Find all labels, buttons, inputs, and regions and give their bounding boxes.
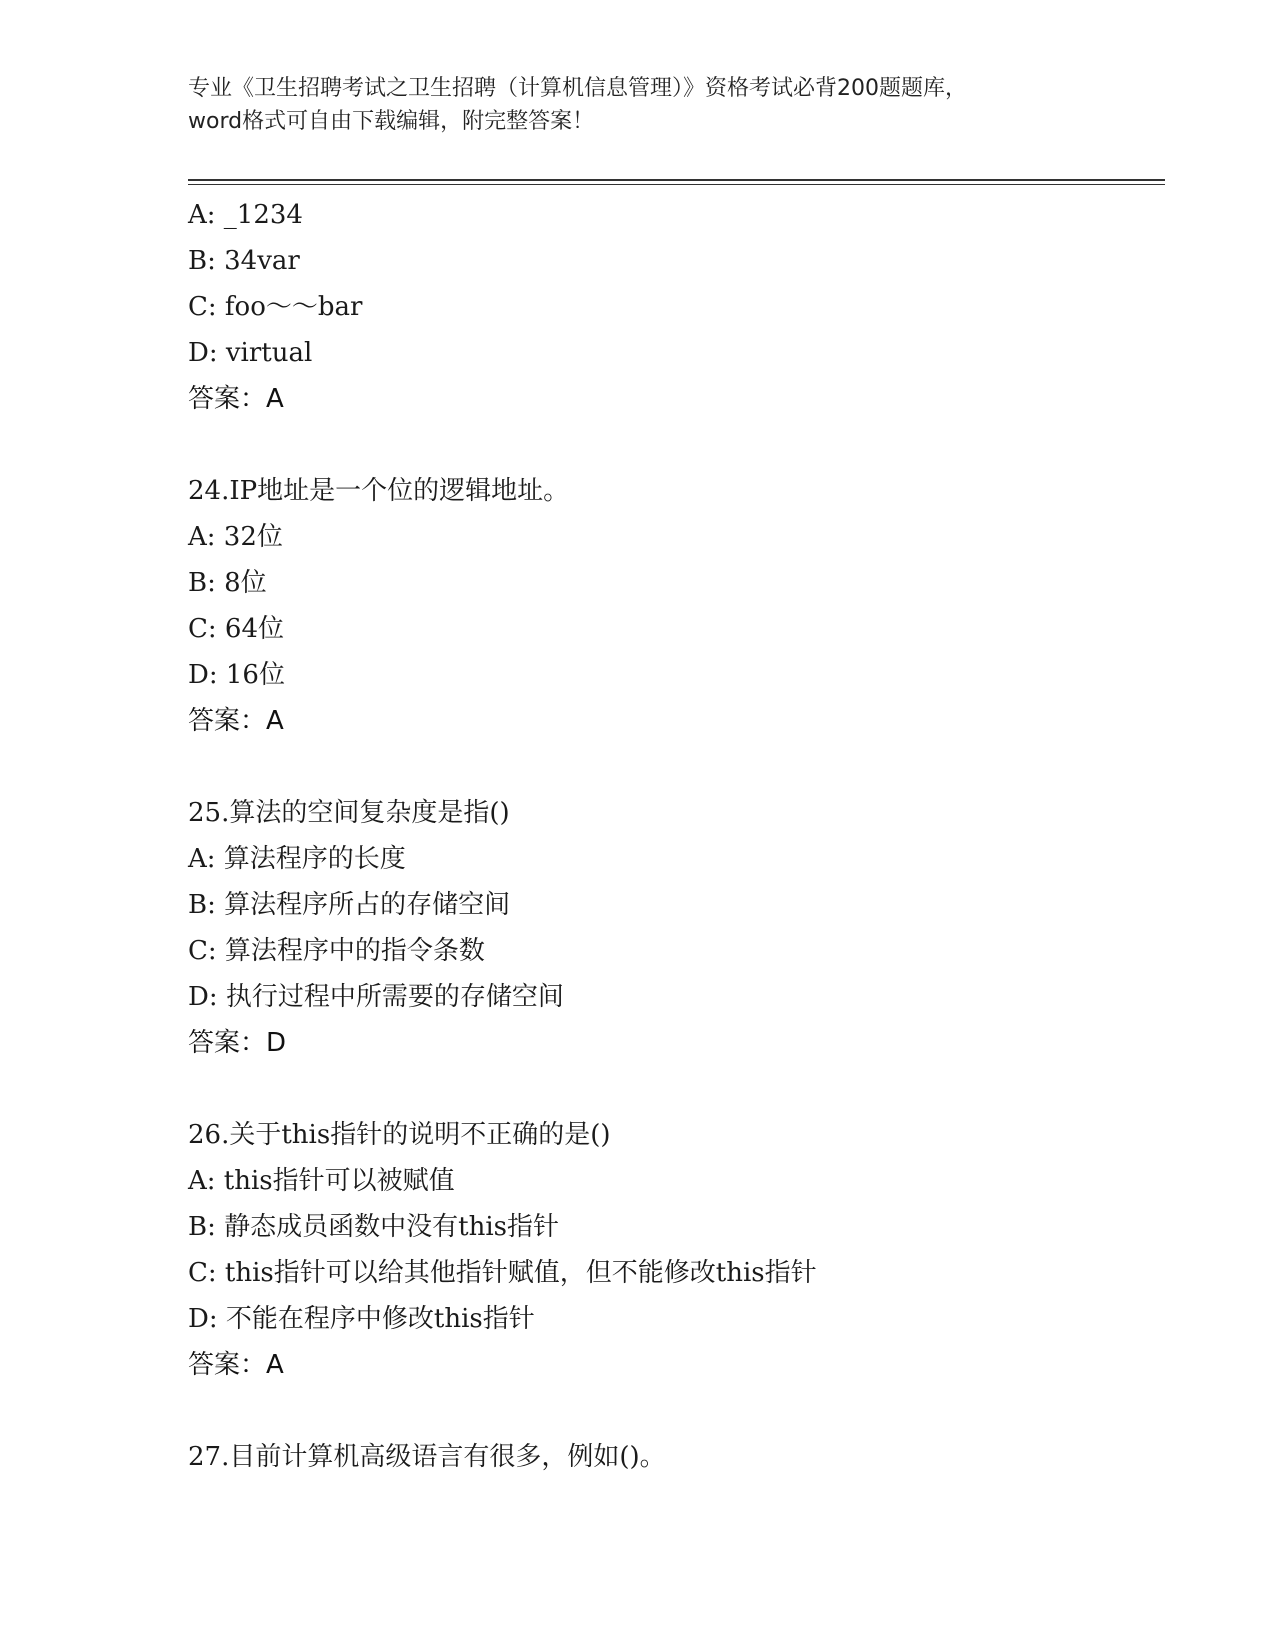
option-c: C: this指针可以给其他指针赋值，但不能修改this指针 [188,1258,817,1288]
option-b: B: 静态成员函数中没有this指针 [188,1212,559,1242]
answer-line: 答案：A [188,1350,284,1380]
option-d: D: 不能在程序中修改this指针 [188,1304,535,1334]
option-d: D: 执行过程中所需要的存储空间 [188,982,564,1012]
header-line-1: 专业《卫生招聘考试之卫生招聘（计算机信息管理）》资格考试必背200题题库， [188,76,967,101]
option-d: D: 16位 [188,660,285,690]
document-header [188,72,1088,138]
answer-line: 答案：D [188,1028,287,1058]
header-divider-thick [188,179,1165,181]
question-list [188,192,1188,1480]
option-b: B: 8位 [188,568,267,598]
question-block-25 [188,790,1188,1066]
question-block-27 [188,1434,1188,1480]
answer-line: 答案：A [188,384,284,414]
option-c: C: 64位 [188,614,285,644]
option-b: B: 34var [188,246,300,276]
option-a: A: this指针可以被赋值 [188,1166,455,1196]
option-c: C: foo～～bar [188,292,363,322]
option-b: B: 算法程序所占的存储空间 [188,890,511,920]
option-d: D: virtual [188,338,313,368]
question-text: 25.算法的空间复杂度是指() [188,798,510,828]
header-divider-thin [188,184,1165,185]
question-text: 26.关于this指针的说明不正确的是() [188,1120,611,1150]
question-text: 24.IP地址是一个位的逻辑地址。 [188,476,570,506]
question-block-24 [188,468,1188,744]
option-a: A: 32位 [188,522,283,552]
question-block-23 [188,192,1188,422]
question-block-26 [188,1112,1188,1388]
question-text: 27.目前计算机高级语言有很多，例如()。 [188,1442,666,1472]
option-a: A: 算法程序的长度 [188,844,406,874]
option-c: C: 算法程序中的指令条数 [188,936,485,966]
answer-line: 答案：A [188,706,284,736]
header-line-2: word格式可自由下载编辑，附完整答案！ [188,109,595,134]
option-a: A: _1234 [188,200,303,230]
